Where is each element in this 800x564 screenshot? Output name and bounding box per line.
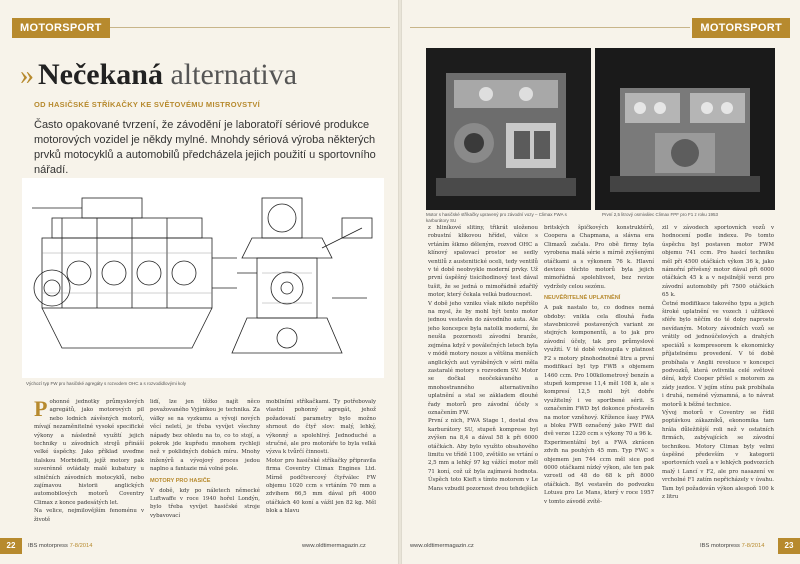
header-rule-left xyxy=(100,27,390,28)
headline-chevron: » xyxy=(20,60,34,91)
left-col1-text: ohonné jednotky průmyslových agregátů, jako motorových pil nebo lodních závěsných motorů, mívají nezaměnitelné vysoké specifické výkony a následně využití jejich techniky u závodních strojů přináší velké úspěchy. Jako příklad uveďme italskou Morbidelli, jejíž motory pak suverénně ovládaly malé kubatury u silničních závodních motocyklů, nebo zajímavou historii anglických automobilových motorů Coventry Climax z konce padesátých let. Na velice, nejmilovějším fenoménu v životě xyxy=(34,399,144,523)
subheading-motory-pro-hasice: MOTORY PRO HASIČE xyxy=(150,477,211,484)
subheading-neuveritelne-uplatneni: NEUVĚŘITELNÉ UPLATNĚNÍ xyxy=(544,295,621,302)
footer-issue-left: 7-8/2014 xyxy=(69,543,93,549)
drop-cap: P xyxy=(34,398,48,421)
left-column-2 xyxy=(150,398,260,528)
headline-light: alternativa xyxy=(170,58,298,91)
right-col2-text2: A pak nastalo to, co dodnes nemá obdoby: vnikla cela dlouhá řada stavebnicově postavených variant ze stejných komponentů, a to jak pro závodní účely, tak pro průmyslové využití. V té době vstoupila v platnost F2 s motory plnohodnotné litru a první modifikací byl typ FWB s objemem 1460 ccm. Pro 100kilometrový benzín a stupeň komprese 11,4 měl 108 k, ale s kompresí 12,5 mohl být dobře využitelný i ve sportbené sérii. S označením FWD byl dokonce přestavěn na motor vzněhový. Křížence šasy FWA a bloku FWB označený jako FWE dal dvě verze 1220 ccm s výkony 70 a 96 k. Experimentální byl a FWA zkrácen zdvih na pouhých 45 mm. Typ FWC s objemem jen 744 ccm měl sice pod 6000 otáčkami nízký výkon, ale ten pak vzrostl od 48 do 68 k při 8000 otáčkách. Byl vestavěn do podvozku Lotusu pro Le Mans, který v roce 1957 v tomto závodě zvítě- xyxy=(544,305,654,505)
footer-issue-right: 7-8/2014 xyxy=(741,543,765,549)
headline-bold: Nečekaná xyxy=(38,58,163,91)
left-col2-text2: V době, kdy po náletech německé Luftwaffe v roce 1940 hořel Londýn, bylo třeba vyvíjet hasičské stroje vybavovací xyxy=(150,487,260,519)
photo-climax-fwa-engine xyxy=(426,48,591,210)
footer-mag-name-right: IBS motorpress xyxy=(700,543,740,549)
caption-photo-fwa: Motor s hasičské stříkačky upravený pro závodní vozy – Climax FWA s karburátory SU xyxy=(426,212,567,223)
photo-engine-fpf-svg xyxy=(595,48,775,210)
drawing-head xyxy=(52,218,202,238)
caption-photo-fpf: První 2,5 litrový osmiválec Climax FPF pro F1 z roku 1953 xyxy=(602,212,719,217)
drawing-sump xyxy=(42,308,212,348)
right-col2-text1: britských špičkových konstruktérů, Coopera a Chapmana, a slávna era Climaxů začala. Pro obě firmy byla vyrobena malá série s mírně zvýšenými otáčkami a s výkonem 76 k. Hlavní devizou těchto motorů byla jejich mimořádná spolehlivost, bez revize vydržely celou sezónu. xyxy=(544,225,654,290)
article-kicker: OD HASIČSKÉ STŘÍKAČKY KE SVĚTOVÉMU MISTROVSTVÍ xyxy=(34,100,261,109)
left-col2-text1: lidí, lze jen těžko najít něco považovaného Vyjímkou je technika. Za války se na vyzkumu a vývoji nových věcí neletí, je třeba vyvíjet všechny nápady bez ohledu na to, co to stojí, a pokrok jde kupředu mnohem rychleji než v poklidných dobách míru. Mnohy inženýrů a vývojový proces jedou naplno a fantazie má volné pole. xyxy=(150,399,260,473)
article-headline xyxy=(20,58,297,92)
right-column-3: zil v závodech sportovních vozů v hodnocení podle indexu. Po tomto úspěchu byl postaven motor FWM objemu 741 ccm. Pro hasicí techniku měl při 4500 otáčkách výkon 36 k, jako námořní přívěsný motor dával při 6000 otáčkách 45 k a v nejsilnější verzi pro závodní automobily při 7500 otáčkách 65 k. Četné modifikace takového typu a jejich široké uplatnění ve vozech i užitkové sféře bylo něčím do té doby naprosto nevídaným. Motory závodních vozů se vrátily od jednoúčelových a drahých speciálů s kompresorem k ekonomicky příjatelnému provedení. V té době probíhala v Anglii revoluce v koncepci podvozků, která ovlivnila celé světové dění, když Cooper přišel s motorem za zády jezdce. V jejím stínu pak probíhala i druhá, neméně významná, a to návrat motorů k běžné technice. Vývoj motorů v Coventry se řídil poptávkou zákazníků, ekonomika tam hrála důležitější roli než v ostatních firmách, zabývajících se závodní technikou. Motory Climax byly velmi úspěšné především v kategorii sportovních vozů a v lehkých podvozcích malý i Lancí v F2, ale pro nasazení ve vrcholné F1 zatím nepřicházely v úvahu. Tam byl požadován výkon alespoň 100 k z litru xyxy=(662,225,774,500)
page-gutter xyxy=(398,0,402,564)
left-column-3: mobilními stříkačkami. Ty potřebovaly vlastní pohonný agregát, jehož požadovatí parametry bylo možno shrnout do čtyř slov: malý, lehký, výkonný a spolehlivý. Jednoduché a stručné, ale pro motoráře to byla velká výzva k tvůrčí činnosti. Motor pro hasičské stříkačky připravila firma Coventry Climax Engines Ltd. Mírně podčtvercový čtyřválec FW objemu 1020 ccm s vrtáním 70 mm a zdvihem 66,5 mm dával při 4000 otáčkách 40 koní a vážil jen 82 kg. Měl blok a hlavu xyxy=(266,399,376,515)
footer-magazine-left xyxy=(28,538,92,554)
caption-drawing: Výchozí typ FW pro hasičské agregáty s rozvodem OHC a s rozvodidlovými koly xyxy=(26,381,187,386)
right-column-2 xyxy=(544,224,654,532)
footer-url-right: www.oldtimermagazin.cz xyxy=(410,543,474,549)
section-tab-left: MOTORSPORT xyxy=(12,18,110,38)
footer-url-left: www.oldtimermagazin.cz xyxy=(302,543,366,549)
footer-mag-name-left: IBS motorpress xyxy=(28,543,68,549)
engine-drawing-svg xyxy=(22,178,384,378)
page-number-right: 23 xyxy=(778,538,800,554)
left-column-1 xyxy=(34,398,144,528)
page-number-left: 22 xyxy=(0,538,22,554)
engine-cross-section-drawing xyxy=(22,178,384,378)
photo-engine-fwa-svg xyxy=(426,48,591,210)
section-tab-right: MOTORSPORT xyxy=(692,18,790,38)
article-deck: Často opakované tvrzení, že závodění je laboratoří sériové produkce motorových vozidel je někdy mylné. Mnohdy sériová výroba některých prvků motocyklů a automobilů předcházela jejich použití u sportovního nářadí. xyxy=(34,119,376,176)
footer-magazine-right xyxy=(700,538,764,554)
photo-climax-fpf-engine xyxy=(595,48,775,210)
header-rule-right xyxy=(410,27,690,28)
right-column-1: z hliníkové slitiny, třikrát uloženou robustní klikovou hřídel, válce s vrtáním šikmo děleným, rozvod OHC a klínový spalovací prostor se sedly ventilů z austenitické oceli, tedy ventilů v té době neobvykle moderní prvky. Už první úspěšný tisícihodinový test dával tušit, že se jedná o mimořádně zdařilý motor, který čekala velká budoucnost. V době jeho vzniku však nikdo nepřišlo na mysl, že by mohl být tento motor jednou vestavěn do závodního auta. Ale jeho koncepce byla natolik moderní, že neušla pozornosti závodní branže, zejména když v poválečných letech byla v módě motory nouze a většina menších anglických aut vyráběných v sérii měla zastaralé motory s rozvodem SV. Motor se dočkal neočekávaného a mnohostranného alternativního uplatnění a stal se základem dlouhé řady motorů pro závodní účely s označením FW. První z nich, FWA Stage 1, dostal dva karburátory SU, stupeň komprese byl zvýšen na 8,4 a dával 58 k při 6000 otáčkách. Aby bylo využito obsahového limitu ve třídě 1100, zvětšilo se vrtání o 2,5 mm a lehký 97 kg vážící motor měl 71 koní, což už byla zajímavá hodnota. Úspěch toto Kieft s tímto motorem v Le Mans vzbudil pozornost dvou tehdejších xyxy=(428,225,538,492)
